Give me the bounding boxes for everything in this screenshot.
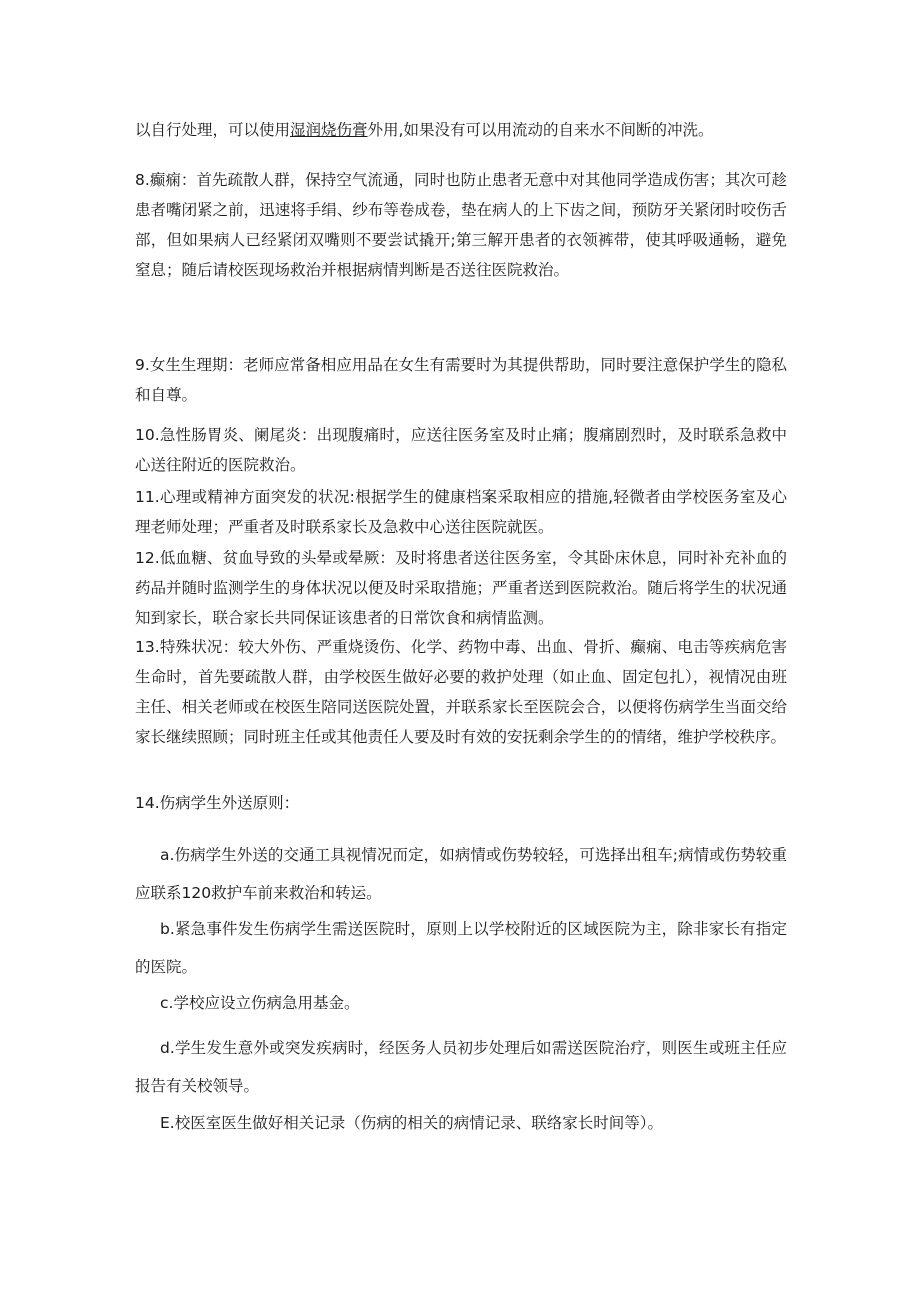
paragraph-burn-treatment	[135, 115, 787, 145]
list-item-c: c.学校应设立伤病急用基金。	[160, 994, 360, 1012]
paragraph-special-situations: 13.特殊状况：较大外伤、严重烧烫伤、化学、药物中毒、出血、骨折、癫痫、电击等疾病危害生命时，首先要疏散人群，由学校医生做好必要的救护处理（如止血、固定包扎），视情况由班主任、相关老师或在校医生陪同送医院处置，并联系家长至医院会合，以便将伤病学生当面交给家长继续照顾；同时班主任或其他责任人要及时有效的安抚剩余学生的的情绪，维护学校秩序。	[135, 638, 787, 746]
list-item-d: d.学生发生意外或突发疾病时，经医务人员初步处理后如需送医院治疗，则医生或班主任应报告有关校领导。	[135, 1039, 787, 1095]
paragraph-epilepsy: 8.癫痫：首先疏散人群，保持空气流通，同时也防止患者无意中对其他同学造成伤害；其次可趁患者嘴闭紧之前，迅速将手绢、纱布等卷成卷，垫在病人的上下齿之间，预防牙关紧闭时咬伤舌部，但如果病人已经紧闭双嘴则不要尝试撬开;第三解开患者的衣领裤带，使其呼吸通畅，避免窒息；随后请校医现场救治并根据病情判断是否送往医院救治。	[135, 171, 787, 279]
paragraph-gastroenteritis: 10.急性肠胃炎、阑尾炎：出现腹痛时，应送往医务室及时止痛；腹痛剧烈时，及时联系急救中心送往附近的医院救治。	[135, 426, 787, 474]
burn-ointment-link[interactable]: 湿润烧伤膏	[290, 121, 368, 139]
paragraph-hypoglycemia: 12.低血糖、贫血导致的头晕或晕厥：及时将患者送往医务室，令其卧床休息，同时补充补血的药品并随时监测学生的身体状况以便及时采取措施；严重者送到医院救治。随后将学生的状况通知到家长，联合家长共同保证该患者的日常饮食和病情监测。	[135, 549, 787, 627]
paragraph-menstruation: 9.女生生理期：老师应常备相应用品在女生有需要时为其提供帮助，同时要注意保护学生的隐私和自尊。	[135, 356, 787, 404]
list-item-b: b.紧急事件发生伤病学生需送医院时，原则上以学校附近的区域医院为主，除非家长有指定的医院。	[135, 920, 787, 976]
paragraph-transfer-principles: 14.伤病学生外送原则：	[135, 794, 300, 812]
burn-text-before: 以自行处理，可以使用	[135, 121, 291, 139]
list-item-e: E.校医室医生做好相关记录（伤病的相关的病情记录、联络家长时间等）。	[160, 1114, 663, 1132]
list-item-a: a.伤病学生外送的交通工具视情况而定，如病情或伤势较轻，可选择出租车;病情或伤势较重应联系120救护车前来救治和转运。	[135, 846, 787, 902]
paragraph-mental-health: 11.心理或精神方面突发的状况:根据学生的健康档案采取相应的措施,轻微者由学校医务室及心理老师处理；严重者及时联系家长及急救中心送往医院就医。	[135, 488, 787, 536]
burn-text-after: 外用,如果没有可以用流动的自来水不间断的冲洗。	[367, 121, 714, 139]
